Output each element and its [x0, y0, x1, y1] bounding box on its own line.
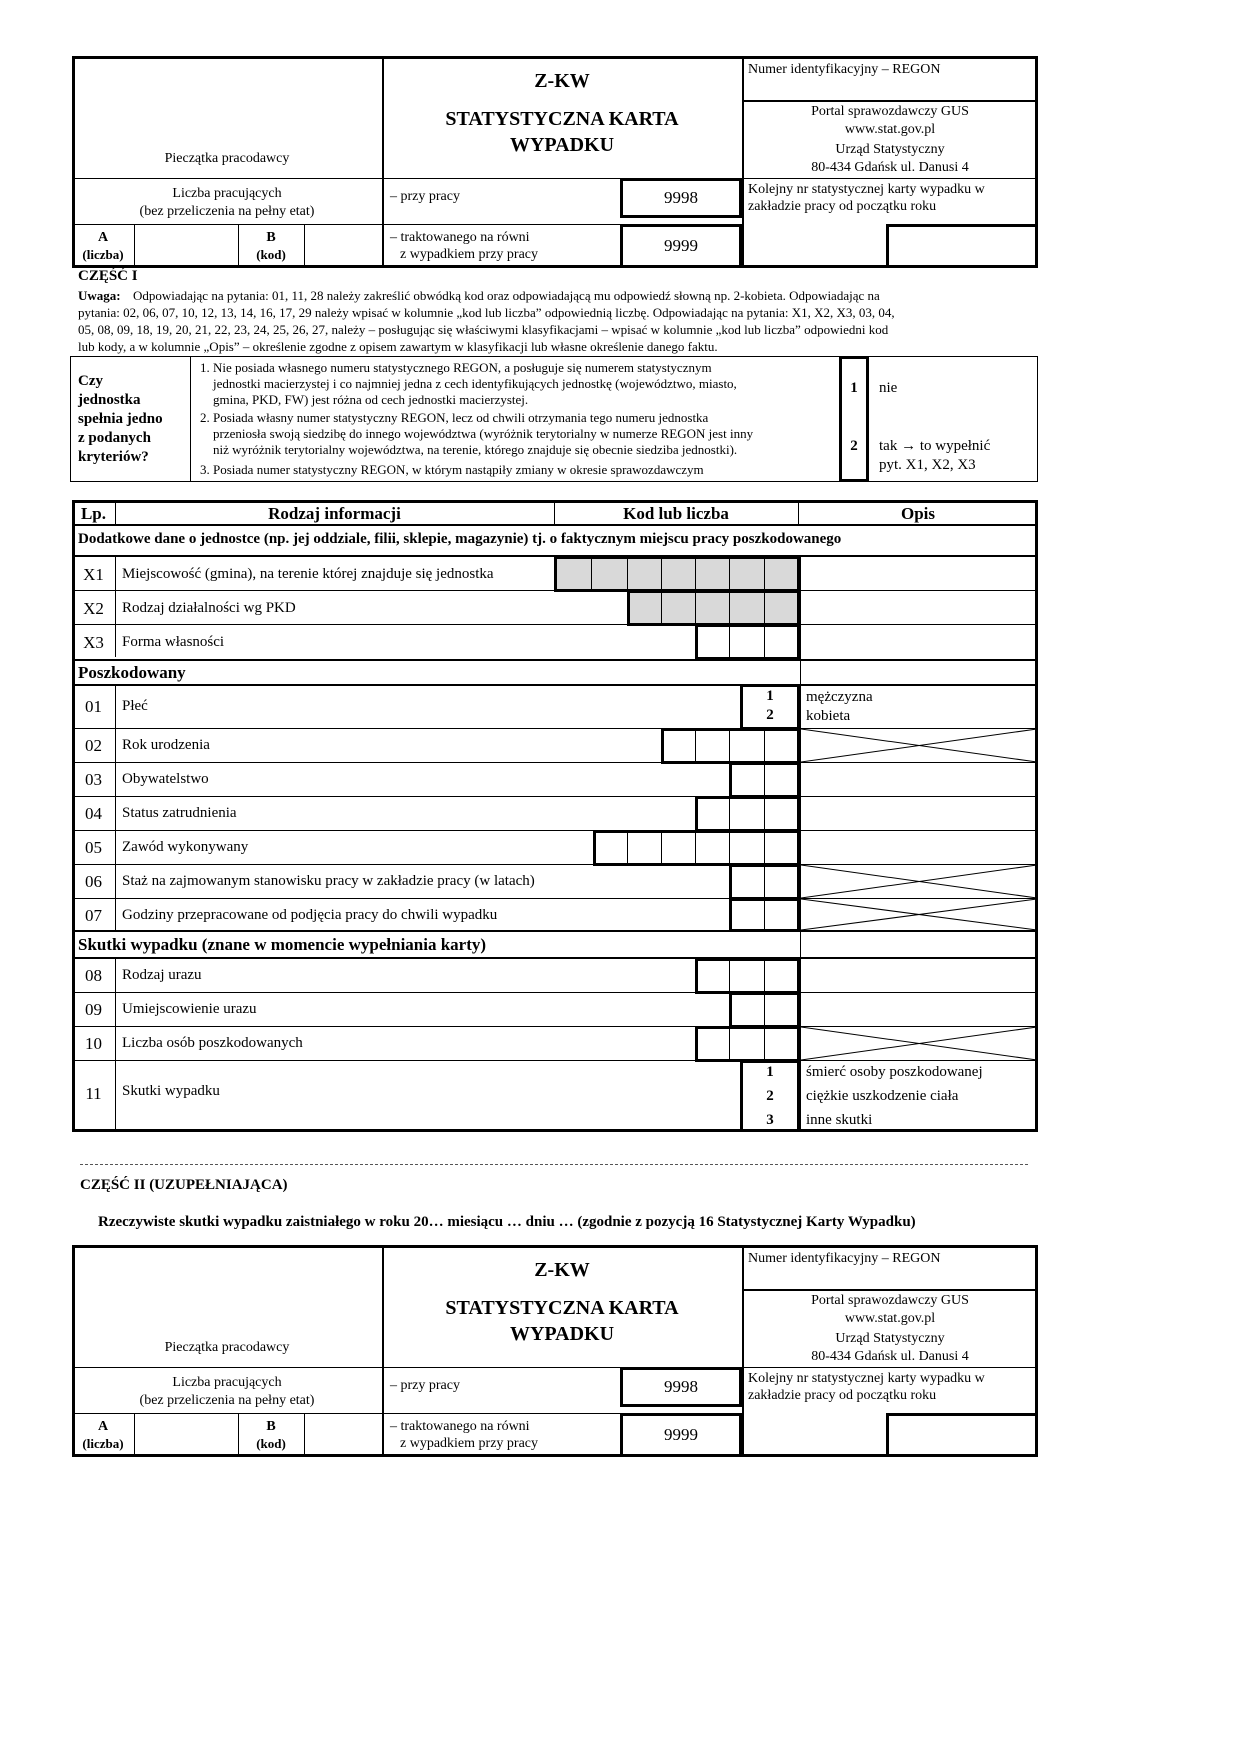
row-label: Status zatrudnienia [122, 805, 237, 821]
effects-desc-1: śmierć osoby poszkodowanej [806, 1064, 983, 1080]
at-work-label-2: – przy pracy [390, 1378, 460, 1393]
occupation-boxes[interactable] [593, 830, 800, 866]
row-label: Liczba osób poszkodowanych [122, 1035, 303, 1051]
effects-code-3[interactable]: 3 [766, 1112, 774, 1128]
effects-code-1[interactable]: 1 [766, 1064, 774, 1080]
office-line-1b: Urząd Statystyczny [835, 1331, 945, 1346]
regon-label: Numer identyfikacyjny – REGON [748, 62, 941, 77]
gender-desc-2: kobieta [806, 708, 851, 724]
a-input-2[interactable] [134, 1413, 238, 1457]
row-lp: 11 [85, 1084, 102, 1103]
row-lp: 03 [85, 770, 102, 789]
workers-sub-2: (bez przeliczenia na pełny etat) [139, 1393, 315, 1408]
b-sub: (kod) [256, 247, 286, 262]
section-injured: Poszkodowany [78, 663, 186, 682]
gender-code-2[interactable]: 2 [766, 707, 774, 723]
seq-label-2: zakładzie pracy od początku roku [748, 199, 937, 214]
workers-sub: (bez przeliczenia na pełny etat) [139, 204, 315, 219]
question-line: z podanych [78, 430, 151, 446]
portal-line-2b: www.stat.gov.pl [844, 1311, 936, 1326]
question-line: spełnia jedno [78, 411, 163, 427]
seq-label-b2: zakładzie pracy od początku roku [748, 1388, 937, 1403]
criterion-number: 2. [200, 410, 210, 425]
row-lp: 10 [85, 1034, 102, 1053]
answer-2-text: tak → to wypełnić [879, 438, 991, 454]
treated-label-b2: z wypadkiem przy pracy [400, 1436, 538, 1451]
portal-line-2: www.stat.gov.pl [844, 122, 936, 137]
answer-1-code[interactable]: 1 [850, 380, 858, 396]
row-lp: X3 [83, 633, 104, 652]
gender-code-1[interactable]: 1 [766, 688, 774, 704]
form-title-2a: STATYSTYCZNA KARTA [445, 1297, 679, 1319]
row-label: Obywatelstwo [122, 771, 209, 787]
code-9999-b: 9999 [620, 1413, 742, 1457]
seq-label: Kolejny nr statystycznej karty wypadku w [748, 182, 985, 197]
seq-number-input-2[interactable] [886, 1413, 1038, 1457]
row-lp: 01 [85, 697, 102, 716]
stamp-label-2: Pieczątka pracodawcy [164, 1340, 290, 1355]
workers-label-2: Liczba pracujących [172, 1375, 282, 1390]
answer-2-text-2: pyt. X1, X2, X3 [879, 457, 976, 473]
a-label: A [97, 230, 109, 245]
form-title-2: WYPADKU [509, 134, 615, 156]
cut-line [80, 1164, 1028, 1165]
row-lp: 09 [85, 1000, 102, 1019]
part2-statement: Rzeczywiste skutki wypadku zaistniałego w roku 20… miesiącu … dniu … (zgodnie z pozycją 16 Statystycznej Karty Wypadku) [98, 1214, 916, 1230]
victims-count-boxes[interactable] [695, 1026, 800, 1062]
row-label: Zawód wykonywany [122, 839, 249, 855]
question-line: Czy [78, 373, 103, 389]
x3-code-boxes[interactable] [695, 624, 800, 660]
criterion-text: przeniosła swoją siedzibę do innego województwa (wyróżnik terytorialny w numerze REGON jest inny [213, 426, 754, 441]
criterion-number: 1. [200, 360, 210, 375]
row-lp: 08 [85, 966, 102, 985]
row-label: Forma własności [122, 634, 225, 650]
office-line-2: 80-434 Gdańsk ul. Danusi 4 [811, 160, 969, 175]
row-label: Umiejscowienie urazu [122, 1001, 257, 1017]
effects-desc-3: inne skutki [806, 1112, 873, 1128]
note-line: Odpowiadając na pytania: 01, 11, 28 należy zakreślić obwódką kod oraz odpowiadającą mu odpowiedź słowną np. 2-kobieta. Odpowiadając na [133, 288, 880, 303]
code-9999: 9999 [620, 224, 742, 268]
effects-code-2[interactable]: 2 [766, 1088, 774, 1104]
answer-2-code[interactable]: 2 [850, 438, 858, 454]
col-type: Rodzaj informacji [268, 504, 401, 523]
office-line-2b: 80-434 Gdańsk ul. Danusi 4 [811, 1349, 969, 1364]
row-label: Rodzaj urazu [122, 967, 202, 983]
section-unit: Dodatkowe dane o jednostce (np. jej oddziale, filii, sklepie, magazynie) tj. o faktycznym miejscu pracy poszkodowanego [78, 531, 842, 547]
answer-code-box [839, 356, 869, 482]
b-sub-2: (kod) [256, 1436, 286, 1451]
row-lp: 02 [85, 736, 102, 755]
row-label: Miejscowość (gmina), na terenie której znajduje się jednostka [122, 566, 494, 582]
row-label: Godziny przepracowane od podjęcia pracy do chwili wypadku [122, 907, 498, 923]
row-lp: 07 [85, 906, 102, 925]
at-work-label: – przy pracy [390, 189, 460, 204]
question-line: jednostka [78, 392, 141, 408]
a-input[interactable] [134, 224, 238, 268]
row-lp: 04 [85, 804, 102, 823]
row-label: Rodzaj działalności wg PKD [122, 600, 296, 616]
a-label-2: A [97, 1419, 109, 1434]
treated-label-2: z wypadkiem przy pracy [400, 247, 538, 262]
cross-out-10 [801, 1027, 1037, 1060]
form-code: Z-KW [534, 70, 590, 92]
part1-title: CZĘŚĆ I [78, 268, 138, 284]
row-label: Płeć [122, 698, 148, 714]
note-line: lub kody, a w kolumnie „Opis” – określenie zgodne z opisem zawartym w klasyfikacji lub własne określenie danego faktu. [78, 339, 718, 354]
b-input[interactable] [304, 224, 382, 268]
criterion-text: niż wyróżnik terytorialny województwa, na terenie, którego znajduje się obecnie siedziba jednostki). [213, 442, 738, 457]
cross-out-07 [801, 899, 1037, 930]
treated-label: – traktowanego na równi [390, 230, 530, 245]
criterion-text: gmina, PKD, FW) jest różna od cech jednostki macierzystej. [213, 392, 529, 407]
criterion-text: Posiada numer statystyczny REGON, w którym nastąpiły zmiany w okresie sprawozdawczym [213, 462, 704, 477]
row-lp: 06 [85, 872, 102, 891]
code-9998: 9998 [620, 178, 742, 218]
answer-1-text: nie [879, 380, 898, 396]
b-label: B [266, 230, 276, 245]
birth-year-boxes[interactable] [661, 728, 800, 764]
seq-label-b: Kolejny nr statystycznej karty wypadku w [748, 1371, 985, 1386]
col-code: Kod lub liczba [623, 504, 729, 523]
code-9998-b: 9998 [620, 1367, 742, 1407]
question-line: kryteriów? [78, 449, 149, 465]
effects-desc-2: ciężkie uszkodzenie ciała [806, 1088, 959, 1104]
row-label: Rok urodzenia [122, 737, 210, 753]
regon-label-2: Numer identyfikacyjny – REGON [748, 1251, 941, 1266]
form-title-2b: WYPADKU [509, 1323, 615, 1345]
row-label: Skutki wypadku [122, 1083, 220, 1099]
note-line: pytania: 02, 06, 07, 10, 12, 13, 14, 16, 17, 29 należy wpisać w kolumnie „kod lub liczba” odpowiednią liczbę. Odpowiadając na pytania: X1, X2, X3, 03, 04, [78, 305, 895, 320]
row-lp: X2 [83, 599, 104, 618]
cross-out-06 [801, 865, 1037, 898]
workers-label: Liczba pracujących [172, 186, 282, 201]
x2-code-boxes[interactable] [627, 590, 800, 626]
portal-line-1b: Portal sprawozdawczy GUS [811, 1293, 969, 1308]
seq-number-input[interactable] [886, 224, 1038, 268]
criterion-text: jednostki macierzystej i co najmniej jedna z cech identyfikujących jednostkę (województwo, miasto, [213, 376, 737, 391]
section-effects: Skutki wypadku (znane w momencie wypełniania karty) [78, 935, 487, 954]
col-lp: Lp. [80, 504, 107, 523]
part2-title: CZĘŚĆ II (UZUPEŁNIAJĄCA) [80, 1177, 288, 1193]
criterion-text: Nie posiada własnego numeru statystycznego REGON, a posługuje się numerem statystycznym [213, 360, 712, 375]
criterion-text: Posiada własny numer statystyczny REGON, lecz od chwili otrzymania tego numeru jednostka [213, 410, 709, 425]
note-line: 05, 08, 09, 18, 19, 20, 21, 22, 23, 24, 25, 26, 27, należy – posługując się właściwymi klasyfikacjami – wpisać w kolumnie „kod lub liczba” odpowiedni kod [78, 322, 889, 337]
row-lp: 05 [85, 838, 102, 857]
b-label-2: B [266, 1419, 276, 1434]
row-label: Staż na zajmowanym stanowisku pracy w zakładzie pracy (w latach) [122, 873, 535, 889]
note-label: Uwaga: [78, 288, 121, 303]
injury-type-boxes[interactable] [695, 958, 800, 994]
employment-status-boxes[interactable] [695, 796, 800, 832]
b-input-2[interactable] [304, 1413, 382, 1457]
cross-out-02 [801, 729, 1037, 762]
portal-line-1: Portal sprawozdawczy GUS [811, 104, 969, 119]
stamp-label: Pieczątka pracodawcy [164, 151, 290, 166]
treated-label-b: – traktowanego na równi [390, 1419, 530, 1434]
a-sub-2: (liczba) [82, 1436, 124, 1451]
form-title: STATYSTYCZNA KARTA [445, 108, 679, 130]
office-line-1: Urząd Statystyczny [835, 142, 945, 157]
a-sub: (liczba) [82, 247, 124, 262]
row-lp: X1 [83, 565, 104, 584]
col-desc: Opis [900, 504, 936, 523]
criterion-number: 3. [200, 462, 210, 477]
gender-desc-1: mężczyzna [806, 689, 873, 705]
form-code-2: Z-KW [534, 1259, 590, 1281]
